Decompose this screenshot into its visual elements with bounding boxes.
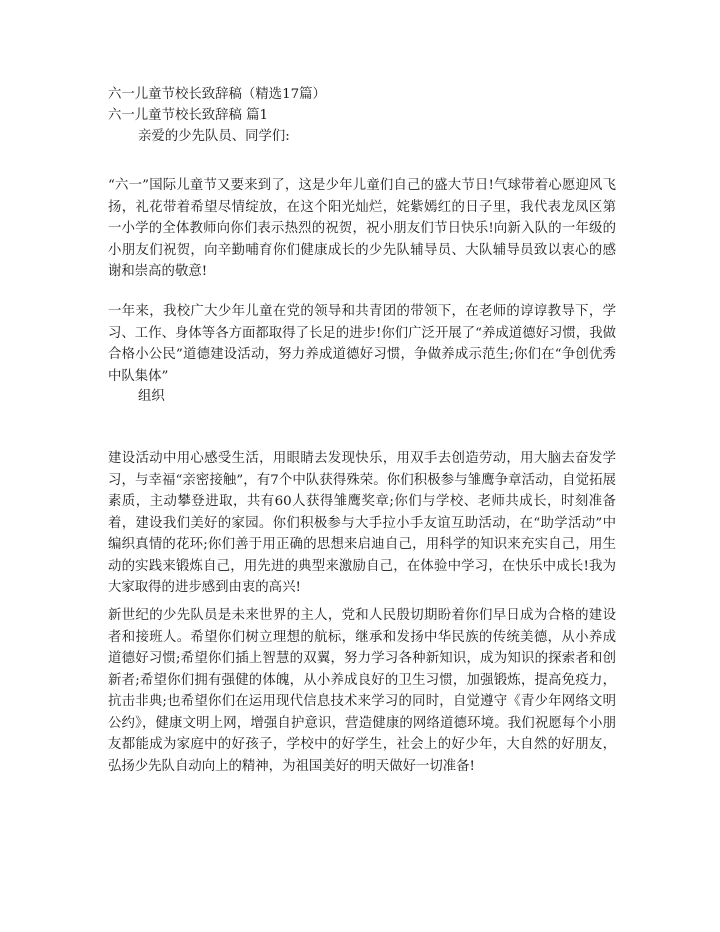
paragraph-3: 组织 [138,389,165,404]
paragraph-4: 建设活动中用心感受生活，用眼睛去发现快乐，用双手去创造劳动，用大脑去奋发学习，与幸福“亲密接触”，有7个中队获得殊荣。你们积极参与雏鹰争章活动，自觉拓展素质，主动攀登进取，共有60人获得雏鹰奖章;你们与学校、老师共成长，时刻准备着，建设我们美好的家园。你们积极参与大手拉小手友谊互助活动，在“助学活动”中编织真情的花环;你们善于用正确的思想来启迪自己，用科学的知识来充实自己，用生动的实践来锻炼自己，用先进的典型来激励自己，在体验中学习，在快乐中成长!我为大家取得的进步感到由衷的高兴! [108,451,616,595]
section-heading: 六一儿童节校长致辞稿 篇1 [108,108,269,123]
paragraph-2: 一年来，我校广大少年儿童在党的领导和共青团的带领下，在老师的谆谆教导下，学习、工作、身体等各方面都取得了长足的进步!你们广泛开展了“养成道德好习惯，我做合格小公民”道德建设活动，努力养成道德好习惯，争做养成示范生;你们在“争创优秀中队集体” [108,304,616,384]
document-title: 六一儿童节校长致辞稿（精选17篇） [108,87,326,102]
greeting: 亲爱的少先队员、同学们: [138,129,290,144]
paragraph-1: “六一”国际儿童节又要来到了，这是少年儿童们自己的盛大节日!气球带着心愿迎风飞扬，礼花带着希望尽情绽放，在这个阳光灿烂，姹紫嫣红的日子里，我代表龙凤区第一小学的全体教师向你们表示热烈的祝贺，祝小朋友们节日快乐!向新入队的一年级的小朋友们祝贺，向辛勤哺育你们健康成长的少先队辅导员、大队辅导员致以衷心的感谢和崇高的敬意! [108,178,616,279]
paragraph-5: 新世纪的少先队员是未来世界的主人，党和人民殷切期盼着你们早日成为合格的建设者和接班人。希望你们树立理想的航标，继承和发扬中华民族的传统美德，从小养成道德好习惯;希望你们插上智慧的双翼，努力学习各种新知识，成为知识的探索者和创新者;希望你们拥有强健的体魄，从小养成良好的卫生习惯，加强锻炼，提高免疫力，抗击非典;也希望你们在运用现代信息技术来学习的同时，自觉遵守《青少年网络文明公约》，健康文明上网，增强自护意识，营造健康的网络道德环境。我们祝愿每个小朋友都能成为家庭中的好孩子，学校中的好学生，社会上的好少年，大自然的好朋友，弘扬少先队自动向上的精神，为祖国美好的明天做好一切准备! [108,608,616,774]
